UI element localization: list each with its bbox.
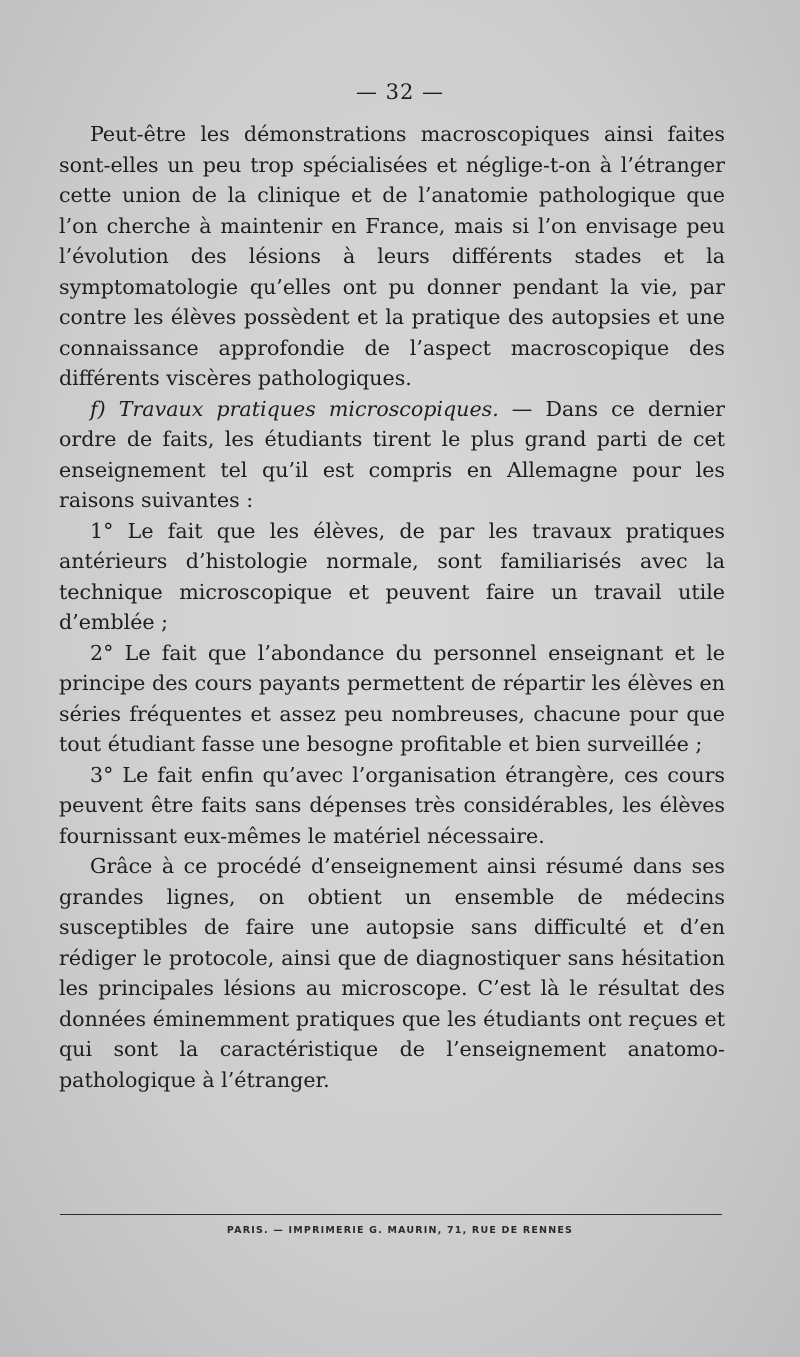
paragraph-5: 3° Le fait enfin qu’avec l’organisation étrangère, ces cours peuvent être faits sans dépenses très considérables, les élèves fournissant eux-mêmes le matériel nécessaire.	[59, 762, 725, 848]
paragraph-2	[59, 394, 725, 516]
section-heading: f) Travaux pratiques microscopiques.	[90, 396, 499, 421]
footer-rule	[60, 1214, 722, 1215]
paragraph-1: Peut-être les démonstrations macroscopiques ainsi faites sont-elles un peu trop spécialisées et néglige-t-on à l’étranger cette union de la clinique et de l’anatomie pathologique que l’on cherche à maintenir en France, mais si l’on envisage peu l’évolution des lésions à leurs différents stades et la symptomatologie qu’elles ont pu donner pendant la vie, par contre les élèves possèdent et la pratique des autopsies et une connaissance approfondie de l’aspect macroscopique des différents viscères pathologiques.	[59, 122, 725, 390]
paragraph-6: Grâce à ce procédé d’enseignement ainsi résumé dans ses grandes lignes, on obtient un ensemble de médecins susceptibles de faire une autopsie sans difficulté et d’en rédiger le protocole, ainsi que de diagnostiquer sans hésitation les principales lésions au microscope. C’est là le résultat des données éminemment pratiques que les étudiants ont reçues et qui sont la caractéristique de l’enseignement anatomo-pathologique à l’étranger.	[59, 854, 725, 1092]
page-number: — 32 —	[355, 80, 445, 104]
body-text	[59, 119, 725, 1095]
printer-imprint: PARIS. — IMPRIMERIE G. MAURIN, 71, RUE DE RENNES	[226, 1225, 574, 1236]
paragraph-2-body: — Dans ce dernier ordre de faits, les étudiants tirent le plus grand parti de cet enseignement tel qu’il est compris en Allemagne pour les raisons suivantes :	[59, 396, 725, 512]
paragraph-3: 1° Le fait que les élèves, de par les travaux pratiques antérieurs d’histologie normale, sont familiarisés avec la technique microscopique et peuvent faire un travail utile d’emblée ;	[59, 518, 725, 634]
paragraph-4: 2° Le fait que l’abondance du personnel enseignant et le principe des cours payants permettent de répartir les élèves en séries fréquentes et assez peu nombreuses, chacune pour que tout étudiant fasse une besogne profitable et bien surveillée ;	[59, 640, 725, 756]
